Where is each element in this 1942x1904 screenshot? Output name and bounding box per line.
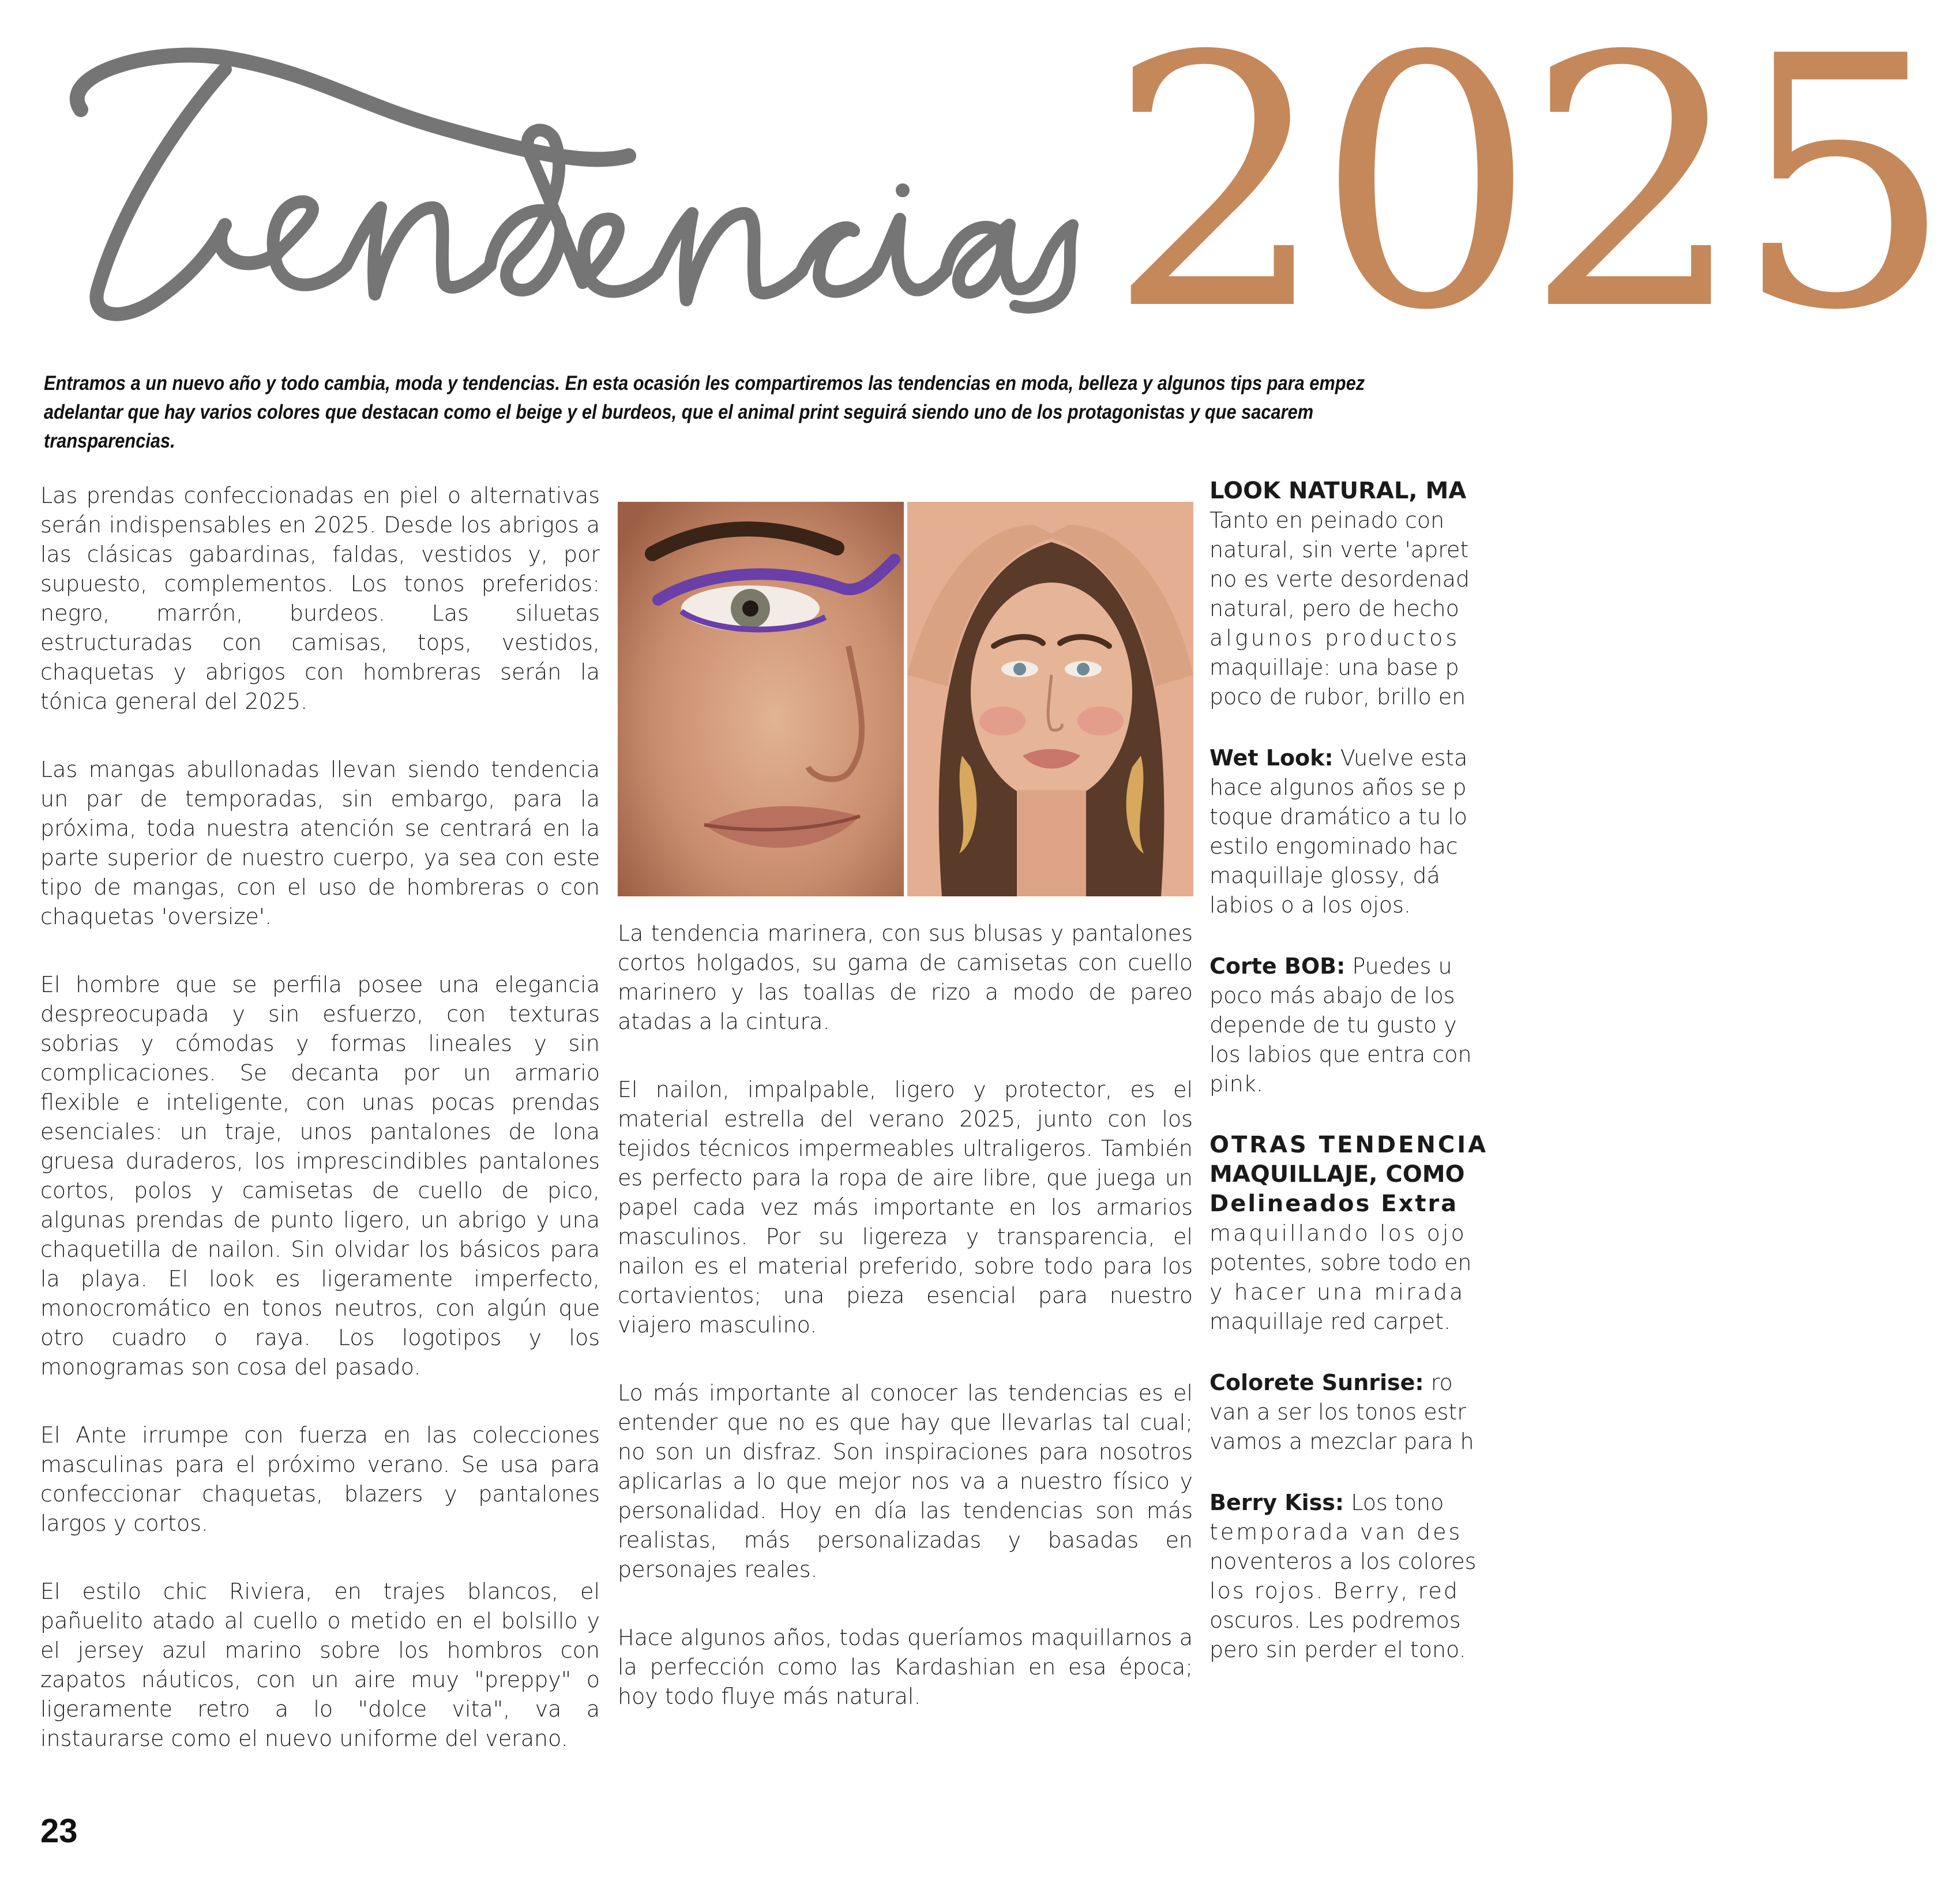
text-line: Puedes u: [1345, 953, 1452, 979]
title-script-tendencias: [35, 35, 1084, 335]
text-line: temporada van des: [1209, 1519, 1463, 1545]
heading-look-natural: LOOK NATURAL, MA: [1209, 478, 1467, 504]
photo-natural-look: [907, 502, 1193, 896]
text-line: vamos a mezclar para h: [1209, 1429, 1474, 1454]
left-column: [40, 481, 600, 1792]
intro-line: Entramos a un nuevo año y todo cambia, moda y tendencias. En esta ocasión les compartiremos las tendencias en moda, belleza y algunos tips para empez: [44, 372, 1365, 395]
paragraph-men-style: El hombre que se perfila posee una elegancia despreocupada y sin esfuerzo, con texturas sobrias y cómodas y formas lineales y sin complicaciones. Se decanta por un armario flexible e inteligente, con unas pocas prendas esenciales: un traje, unos pantalones de lona gruesa duraderos, los imprescindibles pantalones cortos, polos y camisetas de cuello de pico, algunas prendas de punto ligero, un abrigo y una chaquetilla de nailon. Sin olvidar los básicos para la playa. El look es ligeramente imperfecto, monocromático en tonos neutros, con algún que otro cuadro o raya. Los logotipos y los monogramas son cosa del pasado.: [40, 972, 600, 1380]
text-line: algunos productos: [1209, 625, 1460, 651]
text-line: los labios que entra con: [1209, 1042, 1472, 1067]
text-line: depende de tu gusto y: [1209, 1012, 1457, 1038]
page-number: 23: [40, 1812, 78, 1850]
text-line: natural, sin verte 'apret: [1209, 537, 1469, 562]
paragraph-berry-kiss: [1209, 1488, 1648, 1665]
text-line: labios o a los ojos.: [1209, 892, 1411, 918]
label-corte-bob: Corte BOB:: [1209, 953, 1346, 979]
paragraph-kardashian: Hace algunos años, todas queríamos maquillarnos a la perfección como las Kardashian en esa época; hoy todo fluye más natural.: [618, 1625, 1193, 1709]
text-line: Tanto en peinado con: [1209, 508, 1445, 533]
text-line: poco de rubor, brillo en: [1209, 684, 1466, 709]
heading-line: MAQUILLAJE, COMO: [1209, 1161, 1465, 1188]
text-line: van a ser los tonos estr: [1209, 1399, 1466, 1425]
text-line: pink.: [1209, 1071, 1263, 1096]
heading-line: OTRAS TENDENCIA: [1209, 1132, 1489, 1158]
label-colorete: Colorete Sunrise:: [1209, 1370, 1424, 1395]
text-line: noventeros a los colores: [1209, 1549, 1477, 1574]
text-line: Vuelve esta: [1333, 745, 1468, 771]
paragraph-look-natural: [1209, 506, 1648, 712]
right-column: [1209, 476, 1489, 1728]
text-line: hace algunos años se p: [1209, 775, 1467, 800]
paragraph-suede: El Ante irrumpe con fuerza en las colecciones masculinas para el próximo verano. Se usa para confeccionar chaquetas, blazers y pantalones largos y cortos.: [40, 1422, 600, 1536]
label-wet-look: Wet Look:: [1209, 745, 1334, 771]
intro-line: adelantar que hay varios colores que destacan como el beige y el burdeos, que el animal print seguirá siendo uno de los protagonistas y que sacarem: [44, 401, 1314, 423]
text-line: potentes, sobre todo en: [1209, 1250, 1472, 1275]
text-line: pero sin perder el tono.: [1209, 1637, 1466, 1662]
text-line: Los tono: [1344, 1490, 1444, 1515]
paragraph-bob: [1209, 952, 1648, 1099]
title-year: 2025: [1107, 0, 1942, 386]
text-line: oscuros. Les podremos: [1209, 1608, 1461, 1633]
text-line: maquillaje: una base p: [1209, 655, 1459, 680]
paragraph-puff-sleeves: Las mangas abullonadas llevan siendo tendencia un par de temporadas, sin embargo, para la próxima, toda nuestra atención se centrará en la parte superior de nuestro cuerpo, ya sea con este tipo de mangas, con el uso de hombreras o con chaquetas 'oversize'.: [40, 757, 600, 929]
label-berry-kiss: Berry Kiss:: [1209, 1490, 1344, 1515]
paragraph-wet-look: [1209, 743, 1648, 920]
paragraph-sailor: La tendencia marinera, con sus blusas y pantalones cortos holgados, su gama de camisetas con cuello marinero y las toallas de rizo a modo de pareo atadas a la cintura.: [618, 921, 1193, 1034]
paragraph-delineados: [1209, 1189, 1648, 1336]
text-line: ro: [1423, 1370, 1453, 1395]
paragraph-riviera: El estilo chic Riviera, en trajes blancos, el pañuelito atado al cuello o metido en el bolsillo y el jersey azul marino sobre los hombros con zapatos náuticos, con un aire muy "preppy" o ligeramente retro a lo "dolce vita", va a instaurarse como el nuevo uniforme del verano.: [40, 1579, 600, 1751]
text-line: maquillaje red carpet.: [1209, 1309, 1451, 1334]
middle-column: [618, 919, 1193, 1750]
label-delineados: Delineados Extra: [1209, 1191, 1459, 1217]
text-line: maquillando los ojo: [1209, 1220, 1467, 1246]
intro-paragraph: [44, 369, 1365, 456]
text-line: natural, pero de hecho: [1209, 596, 1459, 621]
paragraph-nylon: El nailon, impalpable, ligero y protector, es el material estrella del verano 2025, junto con los tejidos técnicos impermeables ultraligeros. También es perfecto para la ropa de aire libre, que juega un papel cada vez más importante en los armarios masculinos. Por su ligereza y transparencia, el nailon es el material preferido, sobre todo para los cortavientos; una pieza esencial para nuestro viajero masculino.: [618, 1077, 1193, 1338]
text-line: no es verte desordenad: [1209, 566, 1470, 592]
text-line: los rojos. Berry, red: [1209, 1578, 1459, 1603]
text-line: estilo engominado hac: [1209, 833, 1458, 859]
text-line: maquillaje glossy, dá: [1209, 863, 1440, 888]
text-line: poco más abajo de los: [1209, 983, 1455, 1008]
makeup-photo-collage: [618, 502, 1193, 896]
intro-line: transparencias.: [44, 430, 175, 452]
paragraph-leather: Las prendas confeccionadas en piel o alternativas serán indispensables en 2025. Desde los abrigos a las clásicas gabardinas, faldas, vestidos y, por supuesto, complementos. Los tonos preferidos: negro, marrón, burdeos. Las siluetas estructuradas con camisas, tops, vestidos, chaquetas y abrigos con hombreras serán la tónica general del 2025.: [40, 483, 600, 714]
paragraph-trends-importance: Lo más importante al conocer las tendencias es el entender que no es que hay que llevarlas tal cual; no son un disfraz. Son inspiraciones para nosotros aplicarlas a lo que mejor nos va a nuestro físico y personalidad. Hoy en día las tendencias son más realistas, más personalizadas y basadas en personajes reales.: [618, 1380, 1193, 1582]
heading-otras-tendencias: [1209, 1131, 1648, 1189]
text-line: toque dramático a tu lo: [1209, 804, 1468, 829]
text-line: y hacer una mirada: [1209, 1279, 1466, 1305]
photo-eye-makeup: [618, 502, 904, 896]
paragraph-colorete: [1209, 1368, 1648, 1456]
